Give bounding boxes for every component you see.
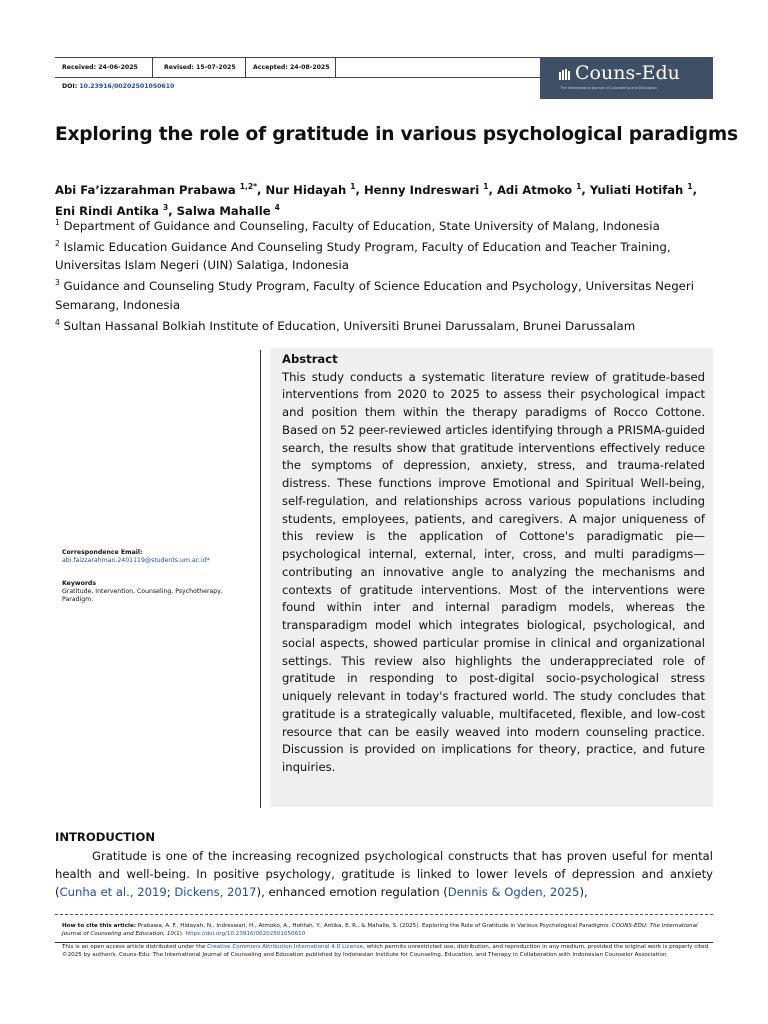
license-link[interactable]: Creative Commons Attribution International 4.0 License: [207, 944, 364, 950]
license-footer: [62, 944, 714, 959]
author-affil-mark: 1: [576, 182, 582, 191]
how-to-cite-text: Prabawa, A. F., Hidayah, N., Indreswari, H., Atmoko, A., Hotifah, Y., Antika, E. R., & Mahalle, S. (2025). Exploring the Role of Gratitude in Various Psychological Paradigms.: [136, 923, 612, 929]
affiliation-list: [55, 214, 713, 335]
affil-number: 1: [55, 218, 60, 227]
citation-link[interactable]: Cunha et al., 2019: [59, 884, 167, 899]
journal-logo-name: [559, 62, 680, 84]
paper-title: Exploring the role of gratitude in various psychological paradigms: [55, 124, 738, 145]
author-name: Abi Fa’izzarahman Prabawa: [55, 182, 236, 197]
keywords-text: Gratitude, Intervention, Counseling, Psychotherapy, Paradigm.: [62, 588, 223, 604]
intro-text: ), enhanced emotion regulation (: [256, 884, 448, 899]
journal-logo: [540, 57, 713, 99]
affiliation: [55, 214, 713, 235]
divider: [245, 58, 246, 77]
keywords-block: [62, 580, 252, 605]
doi-line: [62, 83, 174, 90]
doi-label: DOI:: [62, 83, 80, 90]
author-name: Adi Atmoko: [496, 182, 573, 197]
author-name: Salwa Mahalle: [176, 204, 271, 219]
correspondence-email-link[interactable]: abi.faizzarahman.2401119@students.um.ac.id*: [62, 557, 210, 565]
footer-divider: [55, 942, 713, 943]
affil-number: 4: [55, 317, 60, 327]
author-name: Henny Indreswari: [363, 182, 480, 197]
footer-divider: [55, 914, 713, 915]
received-date: Received: 24-06-2025: [62, 64, 138, 71]
affiliation: [55, 274, 713, 313]
affiliation: [55, 314, 713, 335]
license-text: This is an open access article distributed under the: [62, 944, 208, 950]
author-name: Eni Rindi Antika: [55, 204, 159, 219]
journal-issue: (1).: [173, 930, 186, 937]
citation-footer: [62, 923, 714, 938]
intro-text: Gratitude is one of the increasing recognized psychological constructs that has proven useful for mental health and well-being. In positive psychology, gratitude is linked to lower levels of depression and anxiety (: [55, 849, 713, 899]
affil-number: 3: [55, 278, 60, 288]
journal-name: Couns-Edu: [575, 62, 680, 84]
abstract-box: [270, 348, 713, 807]
introduction-paragraph: [55, 848, 713, 901]
revised-date: Revised: 15-07-2025: [164, 64, 236, 71]
correspondence-label: Correspondence Email:: [62, 549, 143, 556]
author-affil-mark: 3: [162, 203, 169, 213]
intro-text: ),: [579, 884, 588, 899]
author-affil-mark: 1,2*: [239, 182, 257, 191]
affil-number: 2: [55, 239, 60, 249]
journal-citation: COUNS-EDU: The International Journal of Counseling and Education, 10: [62, 923, 698, 937]
citation-link[interactable]: Dennis & Ogden, 2025: [447, 884, 580, 899]
abstract-heading: Abstract: [282, 352, 338, 366]
author-affil-mark: 1: [687, 182, 693, 191]
correspondence-block: [62, 549, 252, 565]
author-name: Yuliati Hotifah: [589, 182, 684, 197]
citation-link[interactable]: Dickens, 2017: [174, 884, 257, 899]
affil-text: Guidance and Counseling Study Program, Faculty of Science Education and Psychology, Universitas Negeri Semarang, Indonesia: [55, 279, 695, 312]
affil-text: Sultan Hassanal Bolkiah Institute of Education, Universiti Brunei Darussalam, Brunei Darussalam: [63, 318, 636, 333]
intro-text: ;: [166, 884, 175, 899]
accepted-date: Accepted: 24-08-2025: [253, 64, 330, 71]
doi-footer-link[interactable]: https://doi.org/10.23916/00202501050610: [185, 930, 306, 937]
section-heading: INTRODUCTION: [55, 830, 156, 844]
author-name: Nur Hidayah: [265, 182, 347, 197]
abstract-divider: [260, 350, 261, 808]
doi-link[interactable]: 10.23916/00202501050610: [79, 83, 175, 90]
author-list: Abi Fa’izzarahman Prabawa $^{1,2*}$, Nur Hidayah $^1$, Henny Indreswari $^1$, Adi Atmoko $^1$, Yuliati Hotifah $^1$, Eni Rindi Antika $^3$, Salwa Mahalle $^4$: [55, 182, 697, 219]
building-icon: [559, 69, 572, 80]
how-to-cite-label: How to cite this article:: [62, 923, 136, 929]
author-affil-mark: 4: [274, 203, 280, 213]
author-affil-mark: 1: [483, 182, 489, 191]
abstract-text: This study conducts a systematic literature review of gratitude-based interventions from 2020 to 2025 to assess their psychological impact and position them within the therapy paradigms of Rocco Cottone. Based on 52 peer-reviewed articles identifying through a PRISMA-guided search, the results show that gratitude interventions effectively reduce the symptoms of depression, anxiety, stress, and trauma-related distress. These functions improve Emotional and Spiritual Well-being, self-regulation, and relationships across various populations including students, employees, patients, and caregivers. A major uniqueness of this review is the application of Cottone's paradigmatic pie—psychological internal, external, inter, cross, and multi paradigms—contributing an innovative angle to analyzing the mechanisms and contexts of gratitude interventions. Most of the interventions were found within inter and internal paradigm models, whereas the transparadigm model which integrates biological, psychological, and social aspects, showed particular promise in clinical and organizational settings. This review also highlights the underappreciated role of gratitude in responding to post-digital socio-psychological stress uniquely relevant in today's fractured world. The study concludes that gratitude is a strategically valuable, multifaceted, flexible, and low-cost resource that can be easily weaved into modern counseling practice. Discussion is provided on implications for theory, practice, and future inquiries.: [282, 369, 705, 774]
affil-text: Islamic Education Guidance And Counseling Study Program, Faculty of Education and Teacher Training, Universitas Islam Negeri (UIN) Salatiga, Indonesia: [55, 240, 671, 273]
journal-tagline: The International Journal of Counseling and Education: [560, 86, 657, 90]
license-text: , which permits unrestricted use, distribution, and reproduction in any medium, provided the original work is properly cited. ©2025 by author/s. Couns-Edu: The International Journal of Counseling and Education published by Indonesian Institute for Counseling, Education, and Therapy in Collaboration with Indonesian Counselor Association: [62, 944, 710, 958]
affiliation: [55, 235, 713, 274]
affil-text: Department of Guidance and Counseling, Faculty of Education, State University of Malang, Indonesia: [63, 218, 660, 233]
publication-dates-bar: [55, 57, 540, 78]
keywords-label: Keywords: [62, 580, 97, 587]
divider: [335, 58, 336, 77]
author-affil-mark: 1: [350, 182, 356, 191]
divider: [152, 58, 153, 77]
